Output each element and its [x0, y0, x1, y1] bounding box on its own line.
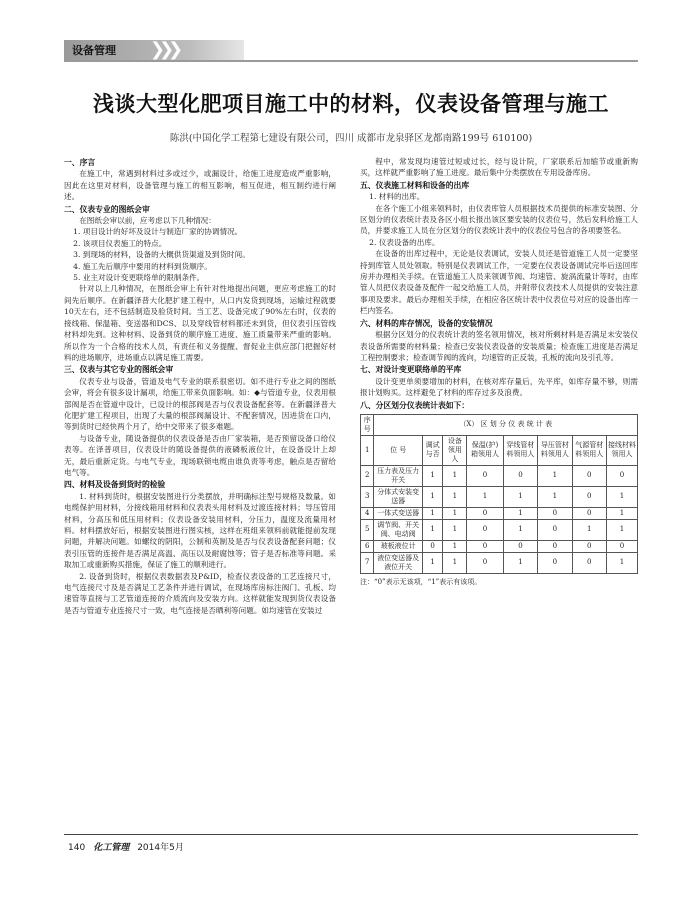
- instrument-stat-table: [360, 414, 638, 574]
- table-cell: 1: [443, 552, 467, 573]
- table-cell: 1: [503, 486, 537, 507]
- table-cell: 0: [467, 519, 503, 540]
- table-row: [361, 519, 638, 540]
- table-column-header: 导压管材料领用人: [538, 435, 572, 465]
- table-cell: 0: [538, 552, 572, 573]
- table-cell: 1: [503, 552, 537, 573]
- table-cell-name: 压力表及压力开关: [374, 465, 422, 486]
- table-cell: 1: [443, 519, 467, 540]
- left-column: [64, 156, 336, 616]
- section-heading: 四、材料及设备到货时的检验: [64, 480, 166, 490]
- list-item: 5. 业主对设计变更联络单的限制条件。: [73, 273, 205, 283]
- table-cell: 0: [538, 540, 572, 552]
- article-title: 浅谈大型化肥项目施工中的材料，仪表设备管理与施工: [93, 92, 609, 116]
- table-cell: 0: [467, 465, 503, 486]
- paragraph: 在施工中，常遇到材料过多或过少，或漏设计，给施工进度造成严重影响，因此在这里对材料，设备管理与施工的相互影响，相互促进，相互制约进行阐述。: [64, 169, 336, 202]
- table-cell-name: 调节阀、开关阀、电动阀: [374, 519, 422, 540]
- table-cell: 1: [503, 519, 537, 540]
- sub-heading: 2. 仪表设备的出库。: [369, 237, 440, 247]
- table-column-header: 保温(护)箱领用人: [467, 435, 503, 465]
- table-column-header: 调试与否: [422, 435, 442, 465]
- table-cell-no: 7: [361, 552, 374, 573]
- table-cell: 1: [422, 486, 442, 507]
- table-row: [361, 465, 638, 486]
- list-item: 2. 该项目仪表施工的特点。: [73, 238, 167, 248]
- section-heading: 七、对设计变更联络单的平库: [360, 365, 462, 375]
- list-item: 4. 施工先后顺序中要用的材料到货顺序。: [73, 261, 212, 271]
- table-cell: 0: [503, 540, 537, 552]
- table-cell: 1: [606, 552, 637, 573]
- author-line: 陈洪(中国化学工程第七建设有限公司，四川 成都市龙泉驿区龙都南路199号 610100): [169, 133, 533, 144]
- table-cell-name: 一体式变送器: [374, 507, 422, 519]
- table-header-serial: 序号: [361, 414, 374, 435]
- paragraph: 设计变更单须要增加的材料，在核对库存量后，先平库，如库存量不够，则需报计划购买。这样避免了材料的库存过多及浪费。: [360, 376, 638, 398]
- table-cell: 0: [467, 552, 503, 573]
- chevron-right-icon: ❯❯❯: [150, 39, 178, 60]
- table-cell: 1: [422, 507, 442, 519]
- table-cell: 1: [606, 486, 637, 507]
- table-column-header: 设备领用人: [443, 435, 467, 465]
- section-heading: 三、仪表与其它专业的图纸会审: [64, 365, 174, 375]
- magazine-name: 化工管理: [93, 843, 130, 853]
- table-column-header: 气源管材料领用人: [572, 435, 606, 465]
- table-row: [361, 507, 638, 519]
- paragraph: 在图纸会审以前，应考虑以下几种情况：: [79, 216, 216, 226]
- table-cell: 1: [467, 486, 503, 507]
- table-row: [361, 540, 638, 552]
- table-cell: 0: [467, 507, 503, 519]
- section-heading: 八、分区划分仪表统计表如下：: [360, 400, 470, 410]
- paragraph: 针对以上几种情况，在图纸会审上有针对性地提出问题，更应考虑施工的时间先后顺序。在新疆泽普大化肥扩建工程中，从口内发货到现场，运输过程就要10天左右，还不包括制造及验货时间。当工艺、设备完成了90%左右时，仪表的接线箱、保温箱、变送器和DCS、以及穿线管材料都还未到货，但仪表引压管线材料却先到。这种材料、设备到货的顺序施工进度、施工质量带来严重的影响。所以作为一个合格的技术人员，有责任和义务提醒、督促业主供应部门把握好材料的进场顺序，进场重点以满足施工需要。: [64, 284, 336, 362]
- table-cell: 1: [422, 552, 442, 573]
- table-note: 注：“0”表示无该项，“1”表示有该项。: [360, 577, 482, 586]
- table-cell-name: 分体式安装变送器: [374, 486, 422, 507]
- table-cell: 1: [606, 519, 637, 540]
- table-cell: 1: [422, 465, 442, 486]
- sub-heading: 1. 材料的出库。: [369, 192, 425, 202]
- table-cell: 1: [606, 507, 637, 519]
- paragraph: 根据分区划分的仪表统计表的签名领用情况，核对所剩材料是否满足未安装仪表设备所需要的材料量；检查已安装仪表设备的安装质量；检查施工进度是否满足工程控制要求；检查调节阀的流向，均速管的正反装，孔板的流向及引孔等。: [360, 330, 638, 362]
- section-heading: 六、材料的库存情况，设备的安装情况: [360, 318, 493, 328]
- table-cell: 0: [606, 540, 637, 552]
- paragraph: 与设备专业，随设备提供的仪表设备是否由厂家装箱，是否预留设备口给仪表等。在泽普项目，仪表设计的随设备提供的液磷板液位计，在设备设计上却无，最后重新定货。与电气专业，现场联锁电缆由谁负责等考虑，触点是否留给电气等。: [64, 433, 336, 477]
- paragraph: 2. 设备到货时，根据仪表数据表及P&ID，检查仪表设备的工艺连接尺寸，电气连接尺寸及是否满足工艺条件并进行调试，在现场库房标注阀门、孔板、均速管等直接与工艺管道连接的介质流向及安装方向。这样就能发现到货仪表设备是否与管道专业连接尺寸一致，电气连接是否晒利等问题。如均速管在安装过: [64, 571, 336, 615]
- table-cell: 1: [443, 540, 467, 552]
- issue-date: 2014年5月: [137, 843, 184, 853]
- table-cell: 1: [443, 486, 467, 507]
- table-cell-no: 3: [361, 486, 374, 507]
- header-rule: [64, 60, 638, 62]
- table-cell: 1: [538, 486, 572, 507]
- footer: [68, 840, 184, 853]
- table-column-header: 位 号: [374, 435, 422, 465]
- table-cell: 0: [572, 540, 606, 552]
- section-heading: 二、仪表专业的图纸会审: [64, 204, 150, 214]
- paragraph: 程中，常发现均速管过短或过长，经与设计院，厂家联系后加缩节或重新购买，这样就严重影响了施工进度。最后集中分类摆放在专用设备库房。: [360, 157, 638, 178]
- table-cell: 0: [422, 540, 442, 552]
- table-cell-no: 4: [361, 507, 374, 519]
- section-tag: 设备管理: [72, 44, 116, 57]
- table-title: （X） 区 划 分 仪 表 统 计 表: [374, 414, 638, 435]
- table-cell: 1: [572, 519, 606, 540]
- footer-rule: [64, 834, 638, 835]
- table-cell: 0: [538, 507, 572, 519]
- table-cell: 1: [538, 465, 572, 486]
- page-number: 140: [68, 843, 86, 853]
- table-column-header: 穿线管材料领用人: [503, 435, 537, 465]
- table-cell: 0: [503, 465, 537, 486]
- table-cell: 0: [572, 486, 606, 507]
- table-cell-name: 玻板液位计: [374, 540, 422, 552]
- paragraph: 仪表专业与设备，管道及电气专业的联系很密切。如不进行专业之间的图纸会审，将会有很多设计漏项，给施工带来负面影响。如：◆与管道专业，仪表用根部阀是否在管道中设计，已设计的根部阀是否与仪表设备配套等。在新疆泽普大化肥扩建工程项目，出现了大量的根部阀漏设计、不配套情况，因进货在口内，等到货时已经快两个月了，给中交带来了很多难题。: [64, 376, 336, 432]
- table-cell-no: 2: [361, 465, 374, 486]
- table-cell: 0: [467, 540, 503, 552]
- table-cell-no: 5: [361, 519, 374, 540]
- table-cell: 1: [443, 507, 467, 519]
- table-cell: 0: [538, 519, 572, 540]
- table-row: [361, 486, 638, 507]
- paragraph: 在各个施工小组来领料时，由仪表库管人员根据技术员提供的标准安装图、分区划分的仪表统计表及各区小组长报出该区要安装的仪表位号，然后发料给施工人员，并要求施工人员在分区划分的仪表统计表中的仪表位号包含的各项要签名。: [360, 203, 638, 236]
- table-cell: 0: [572, 507, 606, 519]
- section-heading: 五、仪表施工材料和设备的出库: [360, 180, 470, 190]
- list-item: 1. 项目设计的好坏及设计与制造厂家的协调情况。: [73, 227, 243, 237]
- table-row: [361, 552, 638, 573]
- table-cell: 1: [443, 465, 467, 486]
- paragraph: 在设备的出库过程中，无论是仪表调试，安装人员还是管道施工人员一定要坚持到库管人员处领取。特别是仪表调试工作，一定要在仪表设备调试完毕后送回库房并办理相关手续。在管道施工人员来领调节阀、均速管、旋涡流量计等时，由库管人员把仪表设备及配件一起交给施工人员，并附带仪表技术人员提供的安装注意事项及要求。最后办理相关手续，在相应各区统计表中仪表位号对应的设备出库一栏内签名。: [360, 249, 638, 316]
- table-column-header: 接线材料领用人: [606, 435, 637, 465]
- list-item: 3. 到现场的材料，设备的大概供货渠道及到货时间。: [73, 250, 250, 260]
- right-column: [360, 156, 638, 588]
- table-cell-no: 1: [361, 435, 374, 465]
- table-cell: 0: [606, 465, 637, 486]
- section-heading: 一、序言: [64, 158, 96, 167]
- table-cell: 1: [503, 507, 537, 519]
- table-cell-name: 液位变送器及液位开关: [374, 552, 422, 573]
- table-cell-no: 6: [361, 540, 374, 552]
- table-cell: 0: [572, 552, 606, 573]
- table-cell: 0: [572, 465, 606, 486]
- table-cell: 1: [422, 519, 442, 540]
- paragraph: 1. 材料到货时，根据安装图进行分类摆放，并明确标注型号规格及数量。如电缆保护用材料，分接线箱用材料和仪表表头用材料及过渡连接材料；导压管用材料，分高压和低压用材料；仪表设备安装用材料，分压力，温度及流量用材料。材料摆放好后，根据安装图进行图实核，这样在班组来领料前就能提前发现问题，并解决问题。如螺纹的阴阳，公制和英制及是否与仪表设备配套问题；仪表引压管的连接件是否满足高温、高压以及耐腐蚀等；管子是否标准等问题。采取加工或重新购买措施，保证了施工的顺利进行。: [64, 491, 336, 570]
